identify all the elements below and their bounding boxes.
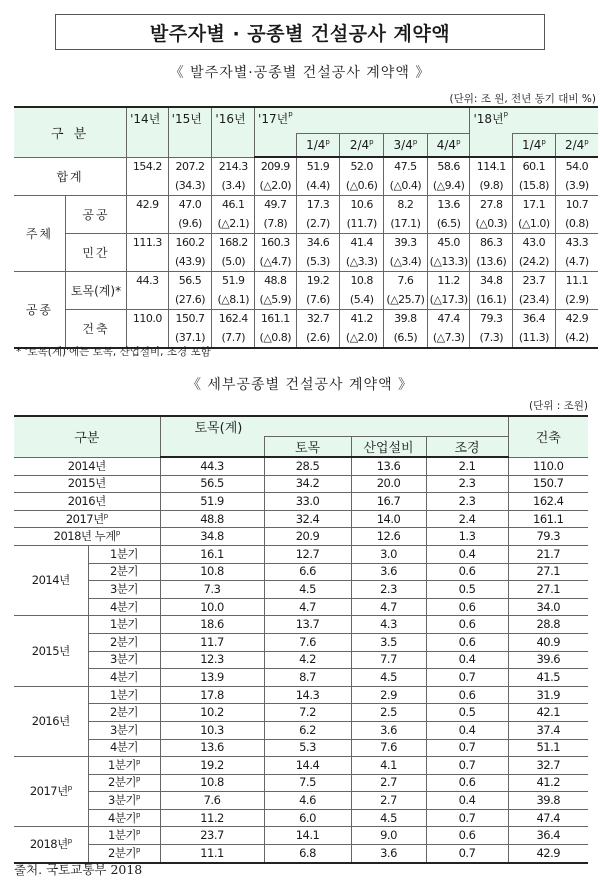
data-cell: 43.0 (24.2) (513, 234, 556, 272)
data-cell: 58.6 (△9.4) (427, 157, 470, 196)
data-cell: 17.8 (160, 686, 264, 704)
data-cell: 0.7 (426, 739, 508, 757)
data-cell: 7.3 (160, 581, 264, 599)
data-cell: 161.1 (△0.8) (255, 310, 297, 349)
data-cell: 0.6 (426, 598, 508, 616)
data-cell: 47.4 (△7.3) (427, 310, 470, 349)
data-cell: 4.5 (351, 809, 426, 827)
data-cell: 41.5 (508, 669, 588, 687)
data-cell: 42.9 (508, 845, 588, 863)
table2-unit: (단위 : 조원) (529, 400, 588, 412)
data-cell: 4.5 (264, 581, 351, 599)
data-cell: 51.1 (508, 739, 588, 757)
header-2015: '15년 (168, 107, 212, 157)
data-cell: 52.0 (△0.6) (340, 157, 384, 196)
table-row-quarter (14, 704, 588, 722)
year-label: 2018년$^p$ (14, 827, 88, 863)
quarter-label: 4분기 (88, 739, 160, 757)
table-row-quarter (14, 792, 588, 810)
data-cell: 114.1 (9.8) (470, 157, 513, 196)
table1-unit: (단위: 조 원, 전년 동기 대비 %) (449, 93, 596, 105)
header-building: 건축 (508, 416, 588, 457)
data-cell: 110.0 (127, 310, 169, 349)
quarter-label: 2분기$^p$ (88, 845, 160, 863)
data-cell: 2.4 (426, 510, 508, 528)
quarter-label: 3분기$^p$ (88, 792, 160, 810)
data-cell: 48.8 (160, 510, 264, 528)
data-cell: 110.0 (508, 457, 588, 475)
data-cell: 154.2 (127, 157, 169, 196)
table-row-annual (14, 510, 588, 528)
data-cell: 7.2 (264, 704, 351, 722)
row-label: 2018년 누계$^p$ (14, 528, 160, 546)
header-civil-total-blank (160, 437, 264, 458)
table1-subtitle: 《 발주자별·공종별 건설공사 계약액 》 (169, 65, 431, 81)
data-cell: 207.2 (34.3) (168, 157, 212, 196)
data-cell: 44.3 (160, 457, 264, 475)
data-cell: 209.9 (△2.0) (255, 157, 297, 196)
data-cell: 42.9 (4.2) (555, 310, 598, 349)
data-cell: 3.5 (351, 633, 426, 651)
table2-subtitle: 《 세부공종별 건설공사 계약액 》 (186, 377, 414, 393)
data-cell: 19.2 (7.6) (296, 272, 340, 310)
data-cell: 111.3 (127, 234, 169, 272)
header-plant: 산업설비 (351, 437, 426, 458)
document-title-text: 발주자별 · 공종별 건설공사 계약액 (149, 22, 451, 45)
header-2016: '16년 (212, 107, 255, 157)
table-row-quarter (14, 563, 588, 581)
data-cell: 2.7 (351, 792, 426, 810)
data-cell: 8.7 (264, 669, 351, 687)
table-row-public (14, 196, 598, 234)
data-cell: 0.4 (426, 792, 508, 810)
data-cell: 36.4 (11.3) (513, 310, 556, 349)
data-cell: 79.3 (508, 528, 588, 546)
data-cell: 13.7 (264, 616, 351, 634)
header-2018-annual (470, 133, 513, 157)
data-cell: 150.7 (37.1) (168, 310, 212, 349)
data-cell: 9.0 (351, 827, 426, 845)
data-cell: 0.6 (426, 633, 508, 651)
data-cell: 7.6 (160, 792, 264, 810)
data-cell: 23.7 (160, 827, 264, 845)
data-cell: 34.2 (264, 475, 351, 493)
quarter-label: 1분기$^p$ (88, 827, 160, 845)
data-cell: 20.9 (264, 528, 351, 546)
table-row-building (14, 310, 598, 349)
quarter-label: 4분기 (88, 669, 160, 687)
data-cell: 1.3 (426, 528, 508, 546)
table-row-annual (14, 493, 588, 511)
data-cell: 3.6 (351, 563, 426, 581)
data-cell: 51.9 (160, 493, 264, 511)
row-label: 합계 (14, 157, 127, 196)
data-cell: 45.0 (△13.3) (427, 234, 470, 272)
data-cell: 42.1 (508, 704, 588, 722)
data-cell: 7.5 (264, 774, 351, 792)
data-cell: 0.5 (426, 704, 508, 722)
data-cell: 168.2 (5.0) (212, 234, 255, 272)
quarter-label: 1분기 (88, 545, 160, 563)
data-cell: 11.7 (160, 633, 264, 651)
quarter-label: 2분기$^p$ (88, 774, 160, 792)
row-label: 2015년 (14, 475, 160, 493)
data-cell: 6.0 (264, 809, 351, 827)
data-cell: 37.4 (508, 721, 588, 739)
data-cell: 162.4 (7.7) (212, 310, 255, 349)
data-cell: 214.3 (3.4) (212, 157, 255, 196)
data-cell: 162.4 (508, 493, 588, 511)
data-cell: 4.7 (351, 598, 426, 616)
data-cell: 12.6 (351, 528, 426, 546)
data-cell: 56.5 (27.6) (168, 272, 212, 310)
quarter-label: 3분기 (88, 581, 160, 599)
data-cell: 10.0 (160, 598, 264, 616)
data-cell: 11.1 (2.9) (555, 272, 598, 310)
data-cell: 13.9 (160, 669, 264, 687)
data-cell: 4.3 (351, 616, 426, 634)
data-cell: 0.7 (426, 809, 508, 827)
data-cell: 0.6 (426, 827, 508, 845)
table-row-quarter (14, 686, 588, 704)
row-label: 민간 (65, 234, 126, 272)
data-cell: 39.6 (508, 651, 588, 669)
data-cell: 2.5 (351, 704, 426, 722)
data-cell: 48.8 (△5.9) (255, 272, 297, 310)
row-label: 공공 (65, 196, 126, 234)
table-row-annual (14, 475, 588, 493)
data-cell: 2.7 (351, 774, 426, 792)
data-cell: 10.8 (5.4) (340, 272, 384, 310)
data-cell: 6.6 (264, 563, 351, 581)
data-cell: 7.7 (351, 651, 426, 669)
data-cell: 39.8 (6.5) (384, 310, 428, 349)
quarter-label: 2분기 (88, 704, 160, 722)
data-cell: 41.4 (△3.3) (340, 234, 384, 272)
data-cell: 2.3 (426, 475, 508, 493)
data-cell: 33.0 (264, 493, 351, 511)
table-row-quarter (14, 633, 588, 651)
header-category: 구 분 (14, 107, 127, 157)
year-label: 2017년$^p$ (14, 757, 88, 827)
data-cell: 18.6 (160, 616, 264, 634)
data-cell: 3.6 (351, 845, 426, 863)
data-cell: 2.1 (426, 457, 508, 475)
data-cell: 51.9 (4.4) (296, 157, 340, 196)
year-label: 2015년 (14, 616, 88, 686)
header-2017-q4: 4/4$^p$ (427, 133, 470, 157)
data-cell: 47.0 (9.6) (168, 196, 212, 234)
table-row-annual (14, 457, 588, 475)
data-cell: 47.5 (△0.4) (384, 157, 428, 196)
data-cell: 0.4 (426, 721, 508, 739)
data-cell: 32.7 (508, 757, 588, 775)
quarter-label: 2분기 (88, 633, 160, 651)
data-cell: 0.5 (426, 581, 508, 599)
header-2018-q1: 1/4$^p$ (513, 133, 556, 157)
data-cell: 42.9 (127, 196, 169, 234)
data-cell: 46.1 (△2.1) (212, 196, 255, 234)
data-cell: 10.3 (160, 721, 264, 739)
data-cell: 13.6 (6.5) (427, 196, 470, 234)
table-row-quarter (14, 651, 588, 669)
data-cell: 49.7 (7.8) (255, 196, 297, 234)
data-cell: 2.3 (426, 493, 508, 511)
data-cell: 4.6 (264, 792, 351, 810)
data-cell: 4.7 (264, 598, 351, 616)
data-cell: 40.9 (508, 633, 588, 651)
data-cell: 86.3 (13.6) (470, 234, 513, 272)
data-cell: 23.7 (23.4) (513, 272, 556, 310)
quarter-label: 1분기 (88, 686, 160, 704)
table-row-quarter (14, 669, 588, 687)
data-cell: 44.3 (127, 272, 169, 310)
table-row-quarter (14, 721, 588, 739)
data-cell: 12.7 (264, 545, 351, 563)
year-label: 2014년 (14, 545, 88, 615)
data-cell: 34.8 (16.1) (470, 272, 513, 310)
contract-by-subtype-table (14, 415, 588, 864)
header-2017-q1: 1/4$^p$ (296, 133, 340, 157)
data-cell: 31.9 (508, 686, 588, 704)
row-label: 건축 (65, 310, 126, 349)
table-row-civil (14, 272, 598, 310)
data-cell: 17.1 (△1.0) (513, 196, 556, 234)
table-row-quarter (14, 581, 588, 599)
table-row-private (14, 234, 598, 272)
header-2017-q3: 3/4$^p$ (384, 133, 428, 157)
data-cell: 21.7 (508, 545, 588, 563)
data-cell: 34.8 (160, 528, 264, 546)
data-cell: 56.5 (160, 475, 264, 493)
data-cell: 0.7 (426, 669, 508, 687)
data-cell: 0.6 (426, 563, 508, 581)
data-cell: 13.6 (160, 739, 264, 757)
data-cell: 10.8 (160, 563, 264, 581)
group-label-client: 주체 (14, 196, 65, 272)
data-cell: 3.6 (351, 721, 426, 739)
data-cell: 41.2 (508, 774, 588, 792)
table1-footnote: * '토목(계)'에는 토목, 산업설비, 조경 포함 (16, 346, 211, 358)
data-cell: 160.3 (△4.7) (255, 234, 297, 272)
data-cell: 43.3 (4.7) (555, 234, 598, 272)
quarter-label: 3분기 (88, 721, 160, 739)
quarter-label: 1분기$^p$ (88, 757, 160, 775)
data-cell: 150.7 (508, 475, 588, 493)
data-cell: 14.3 (264, 686, 351, 704)
table-row-quarter (14, 598, 588, 616)
data-cell: 0.7 (426, 757, 508, 775)
quarter-label: 4분기 (88, 598, 160, 616)
data-cell: 6.8 (264, 845, 351, 863)
data-cell: 8.2 (17.1) (384, 196, 428, 234)
table-row-annual (14, 528, 588, 546)
quarter-label: 4분기$^p$ (88, 809, 160, 827)
header-2017-q2: 2/4$^p$ (340, 133, 384, 157)
header-2018-q2: 2/4$^p$ (555, 133, 598, 157)
data-cell: 34.6 (5.3) (296, 234, 340, 272)
header-landscape: 조경 (426, 437, 508, 458)
group-label-work-type: 공종 (14, 272, 65, 349)
header-2017-annual (255, 133, 297, 157)
data-cell: 0.6 (426, 774, 508, 792)
data-cell: 27.8 (△0.3) (470, 196, 513, 234)
document-title (55, 14, 545, 50)
data-cell: 160.2 (43.9) (168, 234, 212, 272)
header-civil: 토목 (264, 437, 351, 458)
data-cell: 19.2 (160, 757, 264, 775)
data-cell: 2.3 (351, 581, 426, 599)
data-cell: 16.1 (160, 545, 264, 563)
header-2014: '14년 (127, 107, 169, 157)
data-cell: 4.5 (351, 669, 426, 687)
data-cell: 60.1 (15.8) (513, 157, 556, 196)
contract-by-client-table (14, 106, 598, 349)
data-cell: 12.3 (160, 651, 264, 669)
data-cell: 0.4 (426, 545, 508, 563)
data-cell: 54.0 (3.9) (555, 157, 598, 196)
quarter-label: 2분기 (88, 563, 160, 581)
data-cell: 2.9 (351, 686, 426, 704)
header-2018: '18년$^p$ (470, 107, 598, 133)
year-label: 2016년 (14, 686, 88, 756)
data-cell: 3.0 (351, 545, 426, 563)
data-cell: 10.2 (160, 704, 264, 722)
data-cell: 14.4 (264, 757, 351, 775)
table-row-quarter (14, 774, 588, 792)
header-2017: '17년$^p$ (255, 107, 470, 133)
data-cell: 11.2 (△17.3) (427, 272, 470, 310)
row-label: 토목(계)* (65, 272, 126, 310)
data-cell: 47.4 (508, 809, 588, 827)
header-category: 구분 (14, 416, 160, 457)
row-label: 2014년 (14, 457, 160, 475)
data-cell: 7.6 (264, 633, 351, 651)
data-cell: 16.7 (351, 493, 426, 511)
data-cell: 7.6 (△25.7) (384, 272, 428, 310)
table-row-quarter (14, 616, 588, 634)
data-cell: 36.4 (508, 827, 588, 845)
table-row-quarter (14, 739, 588, 757)
data-cell: 161.1 (508, 510, 588, 528)
quarter-label: 3분기 (88, 651, 160, 669)
data-cell: 14.1 (264, 827, 351, 845)
table-row-quarter (14, 827, 588, 845)
table-row-quarter (14, 545, 588, 563)
data-cell: 27.1 (508, 563, 588, 581)
quarter-label: 1분기 (88, 616, 160, 634)
data-cell: 11.1 (160, 845, 264, 863)
table-row-quarter (14, 757, 588, 775)
data-cell: 10.6 (11.7) (340, 196, 384, 234)
data-cell: 79.3 (7.3) (470, 310, 513, 349)
table-row-total (14, 157, 598, 196)
row-label: 2017년$^p$ (14, 510, 160, 528)
data-cell: 27.1 (508, 581, 588, 599)
data-cell: 0.7 (426, 845, 508, 863)
data-cell: 10.7 (0.8) (555, 196, 598, 234)
data-cell: 32.4 (264, 510, 351, 528)
data-cell: 39.3 (△3.4) (384, 234, 428, 272)
data-cell: 32.7 (2.6) (296, 310, 340, 349)
data-cell: 10.8 (160, 774, 264, 792)
data-cell: 4.1 (351, 757, 426, 775)
data-cell: 17.3 (2.7) (296, 196, 340, 234)
data-cell: 51.9 (△8.1) (212, 272, 255, 310)
data-cell: 39.8 (508, 792, 588, 810)
data-cell: 0.4 (426, 651, 508, 669)
data-cell: 0.6 (426, 616, 508, 634)
data-cell: 13.6 (351, 457, 426, 475)
data-cell: 28.5 (264, 457, 351, 475)
data-cell: 7.6 (351, 739, 426, 757)
table-row-quarter (14, 809, 588, 827)
row-label: 2016년 (14, 493, 160, 511)
header-civil-total: 토목(계) (160, 416, 508, 437)
data-cell: 14.0 (351, 510, 426, 528)
data-cell: 4.2 (264, 651, 351, 669)
data-cell: 11.2 (160, 809, 264, 827)
data-cell: 5.3 (264, 739, 351, 757)
data-cell: 41.2 (△2.0) (340, 310, 384, 349)
source-note: 출처. 국토교통부 2018 (14, 862, 143, 877)
data-cell: 20.0 (351, 475, 426, 493)
data-cell: 34.0 (508, 598, 588, 616)
data-cell: 28.8 (508, 616, 588, 634)
data-cell: 0.6 (426, 686, 508, 704)
data-cell: 6.2 (264, 721, 351, 739)
